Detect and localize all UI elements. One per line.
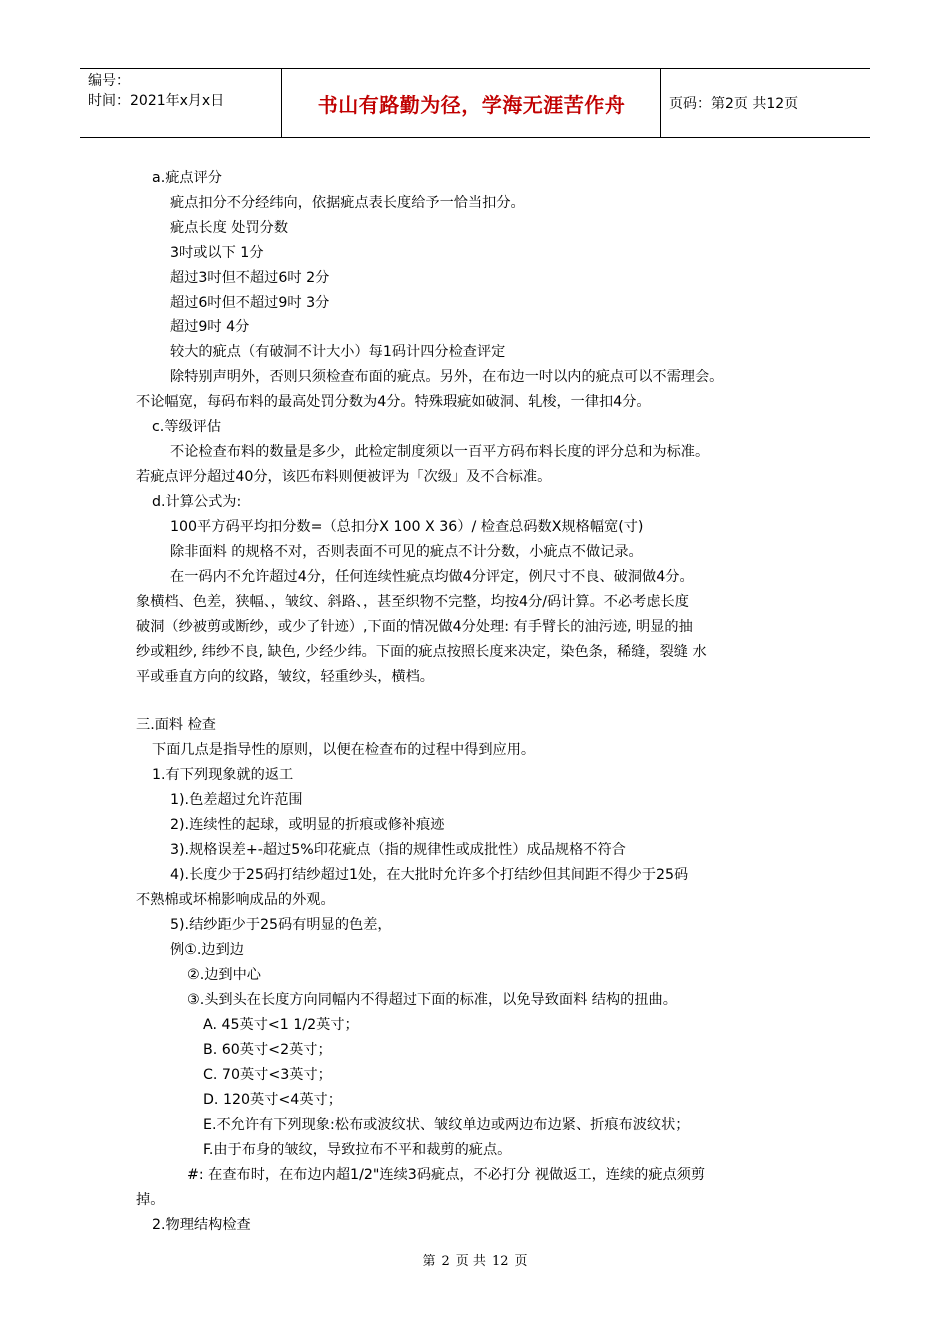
footer-page: 2 [441, 1254, 450, 1269]
text-line: 不论幅宽，每码布料的最高处罚分数为4分。特殊瑕疵如破洞、轧梭，一律扣4分。 [136, 394, 651, 410]
header-page-number: 页码：第2页 共12页 [660, 69, 870, 137]
text-line: 疵点长度 处罚分数 [170, 220, 289, 236]
footer-suffix: 页 [514, 1254, 528, 1269]
note-line: #: 在查布时，在布边内超1/2"连续3码疵点，不必打分 视做返工，连续的疵点须剪 [187, 1167, 706, 1183]
text-line: 平或垂直方向的纹路，皱纹，轻重纱头，横档。 [136, 669, 434, 685]
text-line: 不论检查布料的数量是多少，此检定制度须以一百平方码布料长度的评分总和为标准。 [170, 444, 710, 460]
list-item: F.由于布身的皱纹，导致拉布不平和裁剪的疵点。 [203, 1142, 512, 1158]
text-line: 除特别声明外，否则只须检查布面的疵点。另外，在布边一吋以内的疵点可以不需理会。 [170, 369, 724, 385]
list-item: 2).连续性的起球，或明显的折痕或修补痕迹 [170, 817, 445, 833]
heading-d: d.计算公式为: [152, 494, 242, 510]
serial-number: 编号： [88, 73, 130, 89]
list-item: B. 60英寸<2英寸； [203, 1042, 332, 1058]
list-item: 5).结纱距少于25码有明显的色差， [170, 917, 392, 933]
page-header [80, 68, 870, 138]
subheading-1: 1.有下列现象就的返工 [152, 767, 294, 783]
text-line: 掉。 [136, 1192, 165, 1208]
list-item: 3).规格误差+-超过5%印花疵点（指的规律性或成批性）成品规格不符合 [170, 842, 626, 858]
heading-a: a.疵点评分 [152, 170, 222, 186]
list-item: D. 120英寸<4英寸； [203, 1092, 342, 1108]
list-item: 例①.边到边 [170, 942, 244, 958]
list-item: 4).长度少于25码打结纱超过1处，在大批时允许多个打结纱但其间距不得少于25码 [170, 867, 689, 883]
text-line: 破洞（纱被剪或断纱，或少了针迹）,下面的情况做4分处理: 有手臂长的油污迹, 明显的抽 [136, 619, 693, 635]
header-motto: 书山有路勤为径，学海无涯苦作舟 [317, 92, 626, 117]
list-item: ③.头到头在长度方向同幅内不得超过下面的标准，以免导致面料 结构的扭曲。 [187, 992, 677, 1008]
formula-line: 100平方码平均扣分数=（总扣分X 100 X 36）/ 检查总码数X规格幅宽(寸) [170, 519, 644, 535]
footer-total: 12 [491, 1254, 509, 1269]
text-line: 纱或粗纱, 纬纱不良, 缺色, 少经少纬。下面的疵点按照长度来决定，染色条，稀缝，裂缝 水 [136, 644, 707, 660]
list-item: ②.边到中心 [187, 967, 261, 983]
header-meta [80, 69, 282, 137]
text-line: 在一码内不允许超过4分，任何连续性疵点均做4分评定，例尺寸不良、破洞做4分。 [170, 569, 694, 585]
footer-prefix: 第 [422, 1254, 436, 1269]
text-line: 下面几点是指导性的原则，以便在检查布的过程中得到应用。 [152, 742, 536, 758]
page-footer [0, 1250, 950, 1269]
text-line: 超过3吋但不超过6吋 2分 [170, 270, 330, 286]
date-line: 时间：2021年x月x日 [88, 93, 225, 109]
text-line: 较大的疵点（有破洞不计大小）每1码计四分检查评定 [170, 344, 506, 360]
text-line: 象横档、色差，狭幅、，皱纹、斜路、，甚至织物不完整，均按4分/码计算。不必考虑长度 [136, 594, 689, 610]
text-line: 超过9吋 4分 [170, 319, 250, 335]
list-item: C. 70英寸<3英寸； [203, 1067, 332, 1083]
list-item: E.不允许有下列现象:松布或波纹状、皱纹单边或两边布边紧、折痕布波纹状； [203, 1117, 690, 1133]
subheading-2: 2.物理结构检查 [152, 1217, 251, 1233]
footer-mid: 页 共 [455, 1254, 486, 1269]
section-heading: 三.面料 检查 [136, 717, 216, 733]
text-line: 不熟棉或坏棉影响成品的外观。 [136, 892, 335, 908]
text-line: 3吋或以下 1分 [170, 245, 264, 261]
text-line: 超过6吋但不超过9吋 3分 [170, 295, 330, 311]
heading-c: c.等级评估 [152, 419, 222, 435]
list-item: A. 45英寸<1 1/2英寸； [203, 1017, 359, 1033]
text-line: 若疵点评分超过40分，该匹布料则便被评为「次级」及不合标准。 [136, 469, 552, 485]
text-line: 疵点扣分不分经纬向，依据疵点表长度给予一恰当扣分。 [170, 195, 525, 211]
text-line: 除非面料 的规格不对，否则表面不可见的疵点不计分数，小疵点不做记录。 [170, 544, 643, 560]
list-item: 1).色差超过允许范围 [170, 792, 303, 808]
